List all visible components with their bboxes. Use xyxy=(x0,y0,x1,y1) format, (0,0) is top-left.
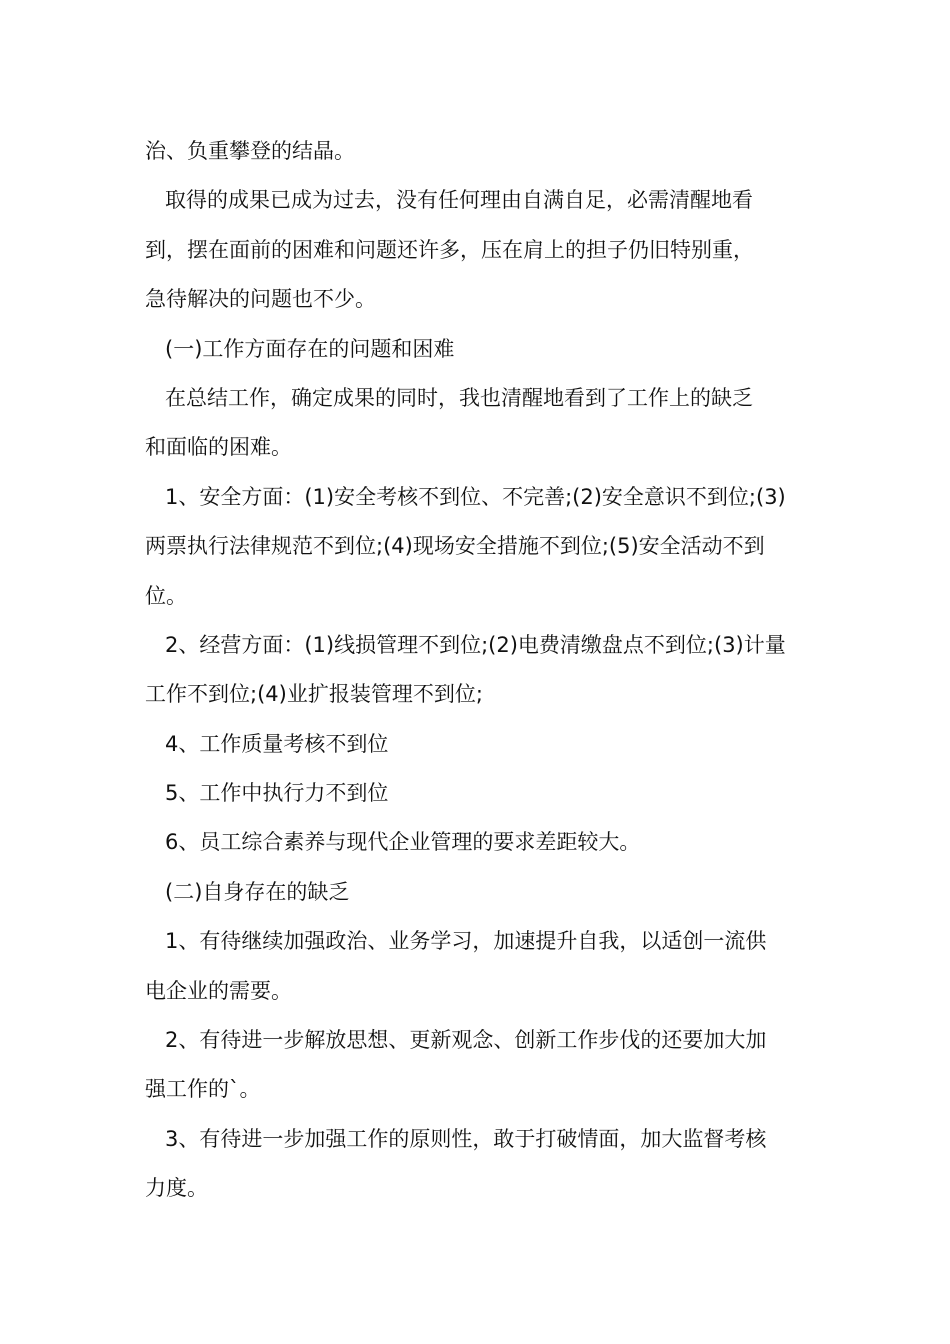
text-line: 2、有待进一步解放思想、更新观念、创新工作步伐的还要加大加 xyxy=(165,1028,767,1053)
text-line: 3、有待进一步加强工作的原则性，敢于打破情面，加大监督考核 xyxy=(165,1126,767,1151)
text-line: 和面临的困难。 xyxy=(145,435,292,460)
text-line: (二)自身存在的缺乏 xyxy=(165,879,350,904)
text-line: 5、工作中执行力不到位 xyxy=(165,781,389,806)
document-body xyxy=(145,127,810,1214)
text-line: 取得的成果已成为过去，没有任何理由自满自足，必需清醒地看 xyxy=(165,188,753,213)
text-line: 强工作的`。 xyxy=(145,1077,261,1102)
text-line: 工作不到位;(4)业扩报装管理不到位; xyxy=(145,682,483,707)
text-line: 到，摆在面前的困难和问题还许多，压在肩上的担子仍旧特别重， xyxy=(145,237,754,262)
text-line: 1、安全方面：(1)安全考核不到位、不完善;(2)安全意识不到位;(3) xyxy=(165,484,786,509)
text-line: 位。 xyxy=(145,583,187,608)
text-line: 在总结工作，确定成果的同时，我也清醒地看到了工作上的缺乏 xyxy=(165,385,753,410)
text-line: 6、员工综合素养与现代企业管理的要求差距较大。 xyxy=(165,830,641,855)
text-line: 4、工作质量考核不到位 xyxy=(165,731,389,756)
text-line: 2、经营方面：(1)线损管理不到位;(2)电费清缴盘点不到位;(3)计量 xyxy=(165,632,786,657)
text-line: 1、有待继续加强政治、业务学习，加速提升自我，以适创一流供 xyxy=(165,929,767,954)
text-line: 电企业的需要。 xyxy=(145,978,292,1003)
text-line: (一)工作方面存在的问题和困难 xyxy=(165,336,455,361)
text-line: 急待解决的问题也不少。 xyxy=(145,287,376,312)
text-line: 两票执行法律规范不到位;(4)现场安全措施不到位;(5)安全活动不到 xyxy=(145,534,765,559)
text-line: 力度。 xyxy=(145,1176,208,1201)
text-line: 治、负重攀登的结晶。 xyxy=(145,139,355,163)
